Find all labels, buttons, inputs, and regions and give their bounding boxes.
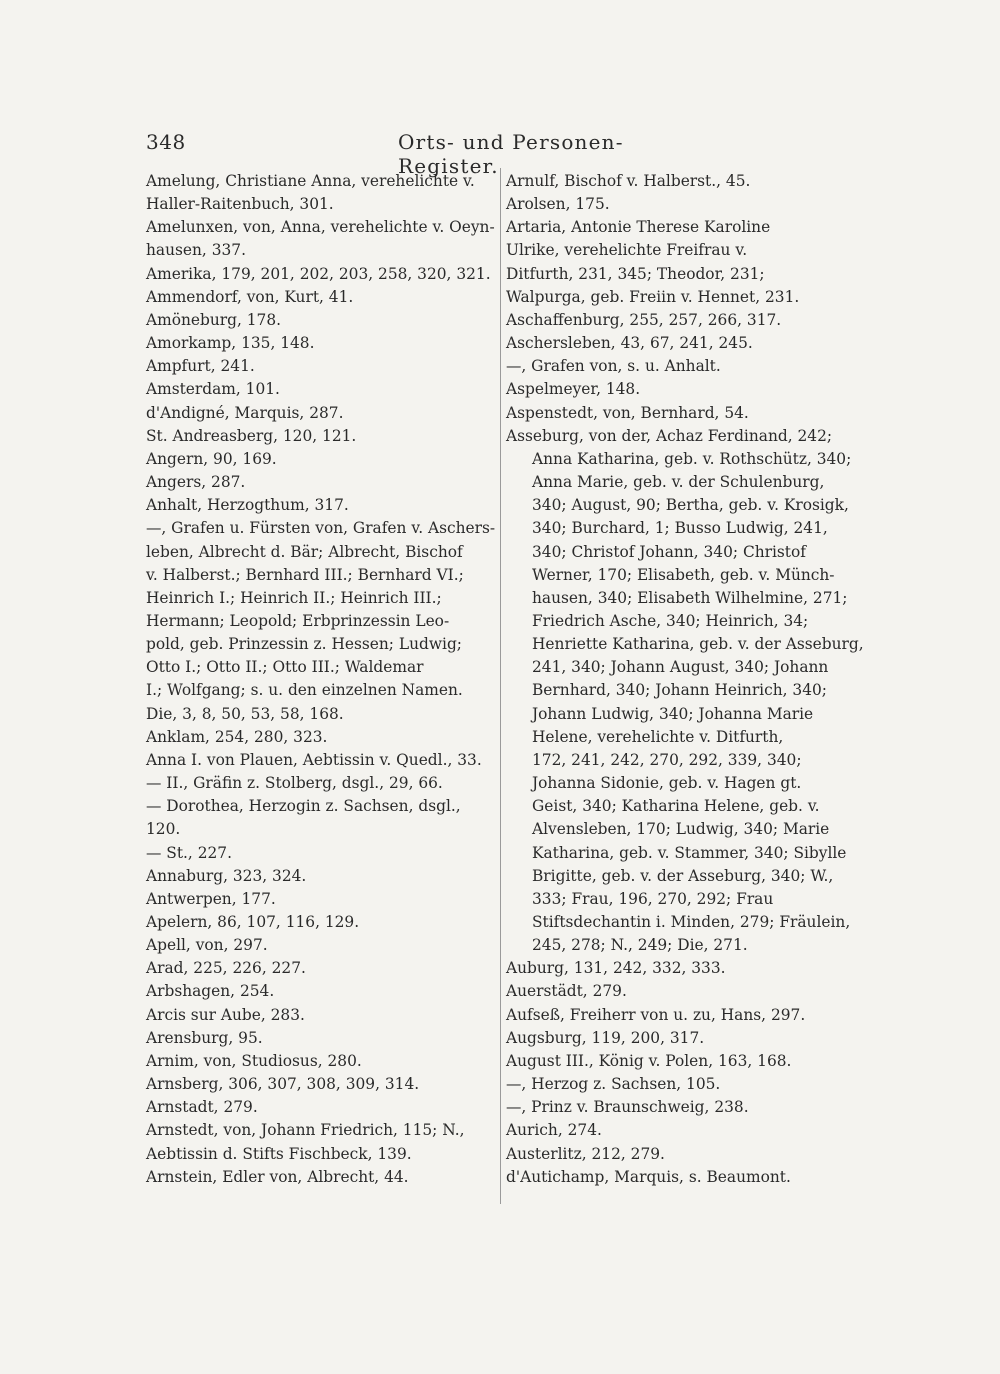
index-entry-line: Arcis sur Aube, 283. xyxy=(146,1005,305,1024)
index-entry xyxy=(146,517,496,725)
index-entry-line: 333; Frau, 196, 270, 292; Frau xyxy=(532,889,774,908)
index-entry xyxy=(146,1004,492,1027)
index-entry-line: Heinrich I.; Heinrich II.; Heinrich III.; xyxy=(146,588,442,607)
index-entry xyxy=(146,865,492,888)
index-entry-line: Arnim, von, Studiosus, 280. xyxy=(146,1051,362,1070)
index-entry-line: Apelern, 86, 107, 116, 129. xyxy=(146,913,360,931)
index-entry xyxy=(506,448,868,957)
index-entry xyxy=(146,378,492,401)
index-entry xyxy=(146,216,495,262)
index-entry-line: Katharina, geb. v. Stammer, 340; Sibylle xyxy=(532,843,847,862)
index-entry xyxy=(506,1073,868,1096)
index-entry xyxy=(146,957,492,980)
index-entry-line: hausen, 340; Elisabeth Wilhelmine, 271; xyxy=(532,588,848,607)
index-entry xyxy=(146,448,492,471)
index-entry xyxy=(146,888,492,911)
index-entry-line: Antwerpen, 177. xyxy=(146,889,276,908)
index-entry xyxy=(146,425,492,448)
index-entry-line: pold, geb. Prinzessin z. Hessen; Ludwig; xyxy=(146,635,462,654)
index-entry-line: Anna Marie, geb. v. der Schulenburg, xyxy=(532,473,825,492)
index-entry xyxy=(506,1166,868,1189)
index-entry xyxy=(146,355,492,378)
index-entry xyxy=(146,842,492,865)
index-entry-line: Arolsen, 175. xyxy=(506,195,610,214)
index-entry-line: Haller-Raitenbuch, 301. xyxy=(146,195,334,214)
index-entry-line: Arad, 225, 226, 227. xyxy=(146,959,306,978)
index-entry xyxy=(146,980,492,1003)
index-entry xyxy=(506,425,868,448)
index-entry-line: — Dorothea, Herzogin z. Sachsen, dsgl., xyxy=(146,797,461,816)
left-index-column xyxy=(146,170,496,1189)
index-entry xyxy=(506,1004,868,1027)
index-entry-line: 340; August, 90; Bertha, geb. v. Krosigk, xyxy=(532,496,849,515)
index-entry xyxy=(506,378,868,401)
index-entry-line: 340; Burchard, 1; Busso Ludwig, 241, xyxy=(532,519,828,538)
index-entry-line: Amsterdam, 101. xyxy=(146,380,280,399)
page-header xyxy=(146,130,646,178)
index-entry xyxy=(506,980,868,1003)
index-entry-line: Johanna Sidonie, geb. v. Hagen gt. xyxy=(532,774,802,793)
index-entry xyxy=(146,471,492,494)
index-entry-line: Arnulf, Bischof v. Halberst., 45. xyxy=(506,172,751,190)
index-entry-line: Aebtissin d. Stifts Fischbeck, 139. xyxy=(146,1144,412,1163)
index-entry xyxy=(506,193,868,216)
right-index-column xyxy=(506,170,868,1189)
index-entry-line: —, Prinz v. Braunschweig, 238. xyxy=(506,1098,749,1117)
index-entry xyxy=(146,1119,492,1165)
index-entry-line: — St., 227. xyxy=(146,843,232,862)
index-entry xyxy=(146,402,492,425)
index-entry-line: Bernhard, 340; Johann Heinrich, 340; xyxy=(532,681,827,700)
index-entry-line: Ampfurt, 241. xyxy=(146,357,255,376)
index-entry-line: St. Andreasberg, 120, 121. xyxy=(146,426,357,445)
index-entry-line: I.; Wolfgang; s. u. den einzelnen Namen. xyxy=(146,681,463,700)
index-entry-line: Arnsberg, 306, 307, 308, 309, 314. xyxy=(146,1075,420,1094)
index-entry xyxy=(506,1050,868,1073)
index-entry-line: Hermann; Leopold; Erbprinzessin Leo- xyxy=(146,611,450,630)
index-entry-line: Amerika, 179, 201, 202, 203, 258, 320, 321. xyxy=(146,264,491,283)
index-entry-line: Ditfurth, 231, 345; Theodor, 231; xyxy=(506,264,765,283)
index-entry xyxy=(506,1096,868,1119)
index-entry xyxy=(146,1073,492,1096)
index-entry-line: d'Andigné, Marquis, 287. xyxy=(146,403,344,422)
index-entry-line: Arnstein, Edler von, Albrecht, 44. xyxy=(146,1167,409,1186)
index-entry xyxy=(506,1119,868,1142)
index-entry xyxy=(506,309,868,332)
index-entry-line: Aschersleben, 43, 67, 241, 245. xyxy=(506,334,753,353)
index-entry xyxy=(506,1143,868,1166)
index-entry-line: Amelung, Christiane Anna, verehelichte v. xyxy=(146,172,475,190)
index-entry-line: 120. xyxy=(146,820,181,839)
index-entry-line: Aschaffenburg, 255, 257, 266, 317. xyxy=(506,310,782,329)
index-entry-line: Ammendorf, von, Kurt, 41. xyxy=(146,287,354,306)
index-entry-line: 172, 241, 242, 270, 292, 339, 340; xyxy=(532,750,802,769)
index-entry-line: — II., Gräfin z. Stolberg, dsgl., 29, 66. xyxy=(146,774,443,793)
index-entry xyxy=(146,749,492,772)
index-entry xyxy=(146,1166,492,1189)
index-entry-line: Auerstädt, 279. xyxy=(506,982,627,1001)
index-entry xyxy=(146,263,492,286)
index-entry-line: Amelunxen, von, Anna, verehelichte v. Oeyn- xyxy=(146,218,495,237)
index-entry-line: Amorkamp, 135, 148. xyxy=(146,334,315,353)
index-entry-line: Otto I.; Otto II.; Otto III.; Waldemar xyxy=(146,658,424,677)
index-entry-line: Asseburg, von der, Achaz Ferdinand, 242; xyxy=(506,426,833,445)
index-entry xyxy=(146,332,492,355)
index-entry-line: d'Autichamp, Marquis, s. Beaumont. xyxy=(506,1167,791,1186)
column-divider xyxy=(500,168,501,1204)
index-entry-line: Anklam, 254, 280, 323. xyxy=(146,727,328,746)
index-entry xyxy=(146,286,492,309)
index-entry-line: Aspenstedt, von, Bernhard, 54. xyxy=(506,403,749,422)
index-entry xyxy=(506,170,868,193)
index-entry-line: Friedrich Asche, 340; Heinrich, 34; xyxy=(532,611,809,630)
index-entry xyxy=(146,170,492,216)
running-title: Orts- und Personen-Register. xyxy=(398,130,624,178)
index-entry-line: Angern, 90, 169. xyxy=(146,449,277,468)
index-entry xyxy=(146,911,492,934)
index-entry-line: 340; Christof Johann, 340; Christof xyxy=(532,542,806,561)
index-entry xyxy=(506,1027,868,1050)
index-entry-line: Augsburg, 119, 200, 317. xyxy=(506,1028,705,1047)
index-entry xyxy=(146,494,492,517)
index-entry-line: Alvensleben, 170; Ludwig, 340; Marie xyxy=(532,820,830,839)
index-entry-line: —, Herzog z. Sachsen, 105. xyxy=(506,1075,721,1094)
index-entry-line: Geist, 340; Katharina Helene, geb. v. xyxy=(532,797,820,816)
index-entry-line: Amöneburg, 178. xyxy=(146,310,282,329)
index-entry-line: Aufseß, Freiherr von u. zu, Hans, 297. xyxy=(506,1005,806,1024)
index-entry-line: Arbshagen, 254. xyxy=(146,982,275,1001)
index-entry xyxy=(506,332,868,355)
index-entry-line: Austerlitz, 212, 279. xyxy=(506,1144,665,1163)
index-entry-line: Annaburg, 323, 324. xyxy=(146,866,307,885)
index-entry-line: Helene, verehelichte v. Ditfurth, xyxy=(532,727,784,746)
index-entry xyxy=(506,355,868,378)
index-entry-line: hausen, 337. xyxy=(146,241,246,260)
index-entry-line: —, Grafen u. Fürsten von, Grafen v. Aschers- xyxy=(146,519,496,538)
index-entry-line: Werner, 170; Elisabeth, geb. v. Münch- xyxy=(532,565,835,584)
index-entry-line: Ulrike, verehelichte Freifrau v. xyxy=(506,241,748,260)
index-entry-line: Apell, von, 297. xyxy=(146,936,268,955)
index-entry-line: 245, 278; N., 249; Die, 271. xyxy=(532,936,748,955)
index-entry-line: —, Grafen von, s. u. Anhalt. xyxy=(506,357,721,376)
index-entry-line: Angers, 287. xyxy=(146,473,246,492)
index-entry-line: Artaria, Antonie Therese Karoline xyxy=(506,218,771,237)
index-entry-line: Arnstedt, von, Johann Friedrich, 115; N., xyxy=(146,1121,465,1140)
index-entry xyxy=(146,1096,492,1119)
index-entry xyxy=(506,402,868,425)
index-entry-line: Arnstadt, 279. xyxy=(146,1098,258,1117)
index-entry-line: v. Halberst.; Bernhard III.; Bernhard VI.; xyxy=(146,565,464,584)
index-entry-line: Anna I. von Plauen, Aebtissin v. Quedl., 33. xyxy=(146,750,482,769)
index-entry xyxy=(146,309,492,332)
page-number: 348 xyxy=(146,130,186,154)
index-entry xyxy=(146,1050,492,1073)
index-entry xyxy=(506,216,868,309)
index-entry xyxy=(146,772,492,795)
index-entry-line: Johann Ludwig, 340; Johanna Marie xyxy=(532,704,814,723)
index-entry-line: Aspelmeyer, 148. xyxy=(506,380,641,399)
index-entry-line: Anna Katharina, geb. v. Rothschütz, 340; xyxy=(532,449,852,468)
index-entry xyxy=(146,934,492,957)
index-entry-line: Aurich, 274. xyxy=(506,1121,602,1140)
index-entry-line: Die, 3, 8, 50, 53, 58, 168. xyxy=(146,704,344,723)
index-entry-line: leben, Albrecht d. Bär; Albrecht, Bischof xyxy=(146,542,463,561)
index-entry-line: Stiftsdechantin i. Minden, 279; Fräulein, xyxy=(532,913,851,931)
index-entry xyxy=(146,1027,492,1050)
index-entry xyxy=(146,726,492,749)
index-entry-line: 241, 340; Johann August, 340; Johann xyxy=(532,658,829,677)
index-entry xyxy=(506,957,868,980)
index-entry-line: Brigitte, geb. v. der Asseburg, 340; W., xyxy=(532,866,834,885)
index-entry-line: Henriette Katharina, geb. v. der Asseburg, xyxy=(532,635,864,654)
index-entry xyxy=(146,795,492,841)
index-entry-line: Anhalt, Herzogthum, 317. xyxy=(146,496,349,515)
index-entry-line: August III., König v. Polen, 163, 168. xyxy=(506,1051,792,1070)
index-entry-line: Walpurga, geb. Freiin v. Hennet, 231. xyxy=(506,287,800,306)
index-entry-line: Arensburg, 95. xyxy=(146,1028,263,1047)
index-entry-line: Auburg, 131, 242, 332, 333. xyxy=(506,959,726,978)
